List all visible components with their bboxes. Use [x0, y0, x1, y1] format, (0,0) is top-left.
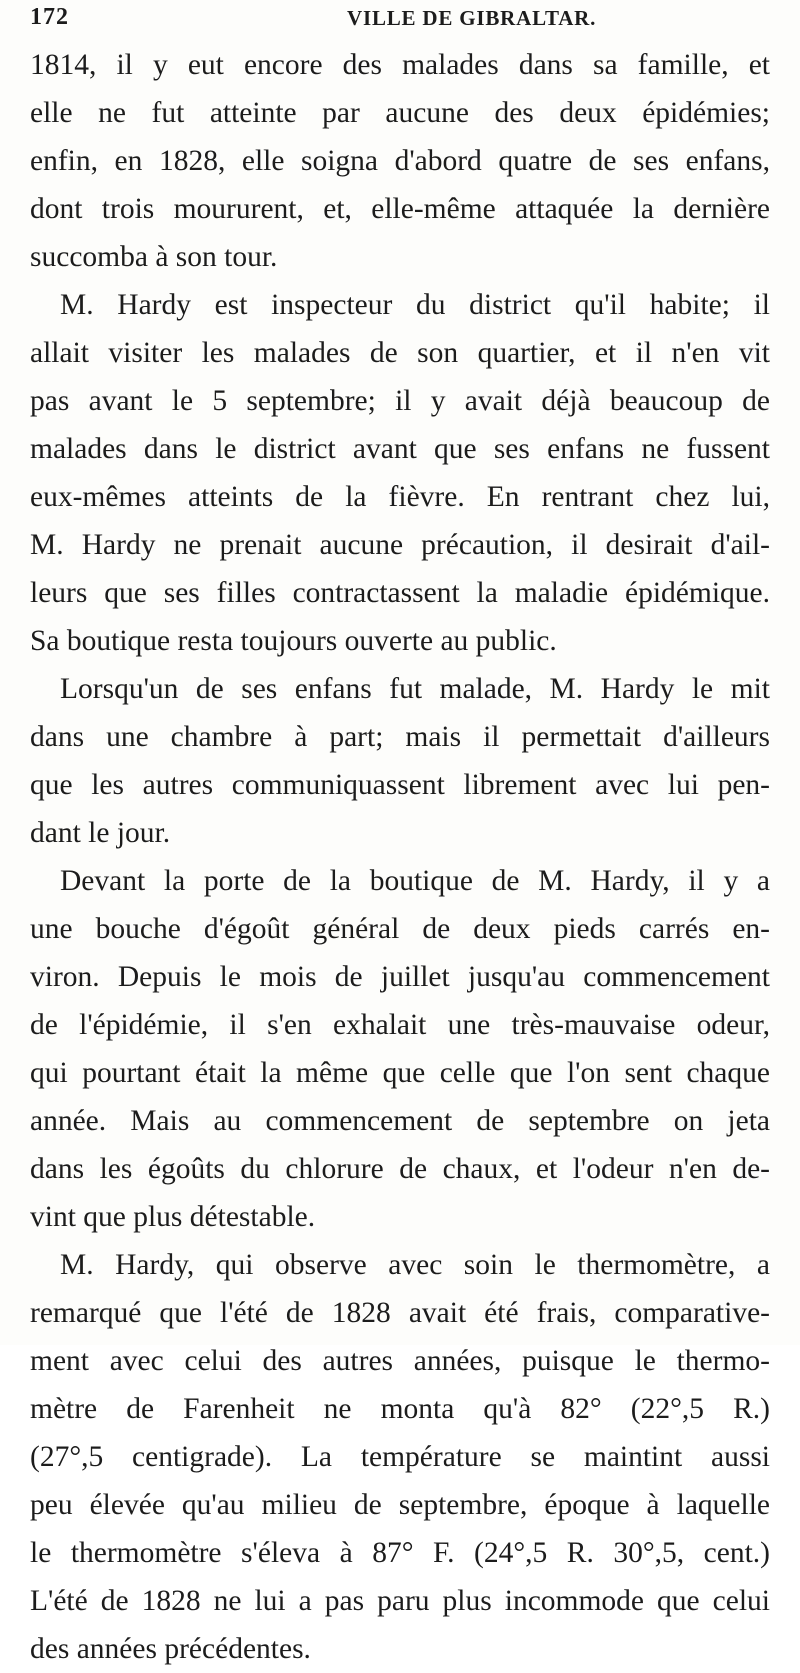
text-line: dant le jour. — [30, 817, 171, 849]
text-line: Sa boutique resta toujours ouverte au public. — [30, 625, 557, 657]
text-line: enfin, en 1828, elle soigna d'abord quatre de ses enfans, — [30, 145, 770, 177]
text-line: dans les égoûts du chlorure de chaux, et l'odeur n'en de- — [30, 1153, 770, 1185]
text-line: une bouche d'égoût général de deux pieds carrés en- — [30, 913, 770, 945]
text-line: (27°,5 centigrade). La température se maintint aussi — [30, 1441, 770, 1473]
text-line: Devant la porte de la boutique de M. Hardy, il y a — [60, 865, 770, 897]
text-line: viron. Depuis le mois de juillet jusqu'au commencement — [30, 961, 770, 993]
text-line: allait visiter les malades de son quartier, et il n'en vit — [30, 337, 770, 369]
text-line: remarqué que l'été de 1828 avait été frais, comparative- — [30, 1297, 770, 1329]
text-line: leurs que ses filles contractassent la maladie épidémique. — [30, 577, 770, 609]
text-line: succomba à son tour. — [30, 241, 278, 273]
text-line: dans une chambre à part; mais il permettait d'ailleurs — [30, 721, 770, 753]
text-line: de l'épidémie, il s'en exhalait une très-mauvaise odeur, — [30, 1009, 770, 1041]
text-line: M. Hardy, qui observe avec soin le thermomètre, a — [60, 1249, 770, 1281]
text-line: dont trois moururent, et, elle-même attaquée la dernière — [30, 193, 770, 225]
text-line: L'été de 1828 ne lui a pas paru plus incommode que celui — [30, 1585, 770, 1617]
page-number: 172 — [30, 4, 69, 30]
text-line: M. Hardy est inspecteur du district qu'il habite; il — [60, 289, 770, 321]
text-line: peu élevée qu'au milieu de septembre, époque à laquelle — [30, 1489, 770, 1521]
text-line: que les autres communiquassent librement avec lui pen- — [30, 769, 770, 801]
text-line: M. Hardy ne prenait aucune précaution, il desirait d'ail- — [30, 529, 770, 561]
page-header — [30, 4, 770, 40]
text-line: qui pourtant était la même que celle que l'on sent chaque — [30, 1057, 770, 1089]
text-line: des années précédentes. — [30, 1633, 311, 1665]
text-line: pas avant le 5 septembre; il y avait déjà beaucoup de — [30, 385, 770, 417]
text-line: eux-mêmes atteints de la fièvre. En rentrant chez lui, — [30, 481, 770, 513]
text-line: année. Mais au commencement de septembre on jeta — [30, 1105, 770, 1137]
body-text — [30, 41, 770, 1673]
text-line: mètre de Farenheit ne monta qu'à 82° (22°,5 R.) — [30, 1393, 770, 1425]
text-line: vint que plus détestable. — [30, 1201, 316, 1233]
text-line: le thermomètre s'éleva à 87° F. (24°,5 R. 30°,5, cent.) — [30, 1537, 770, 1569]
text-line: ment avec celui des autres années, puisque le thermo- — [30, 1345, 770, 1377]
text-line: Lorsqu'un de ses enfans fut malade, M. Hardy le mit — [60, 673, 770, 705]
running-head: VILLE DE GIBRALTAR. — [347, 6, 597, 30]
text-line: elle ne fut atteinte par aucune des deux épidémies; — [30, 97, 770, 129]
text-line: malades dans le district avant que ses enfans ne fussent — [30, 433, 770, 465]
text-line: 1814, il y eut encore des malades dans sa famille, et — [30, 49, 770, 81]
